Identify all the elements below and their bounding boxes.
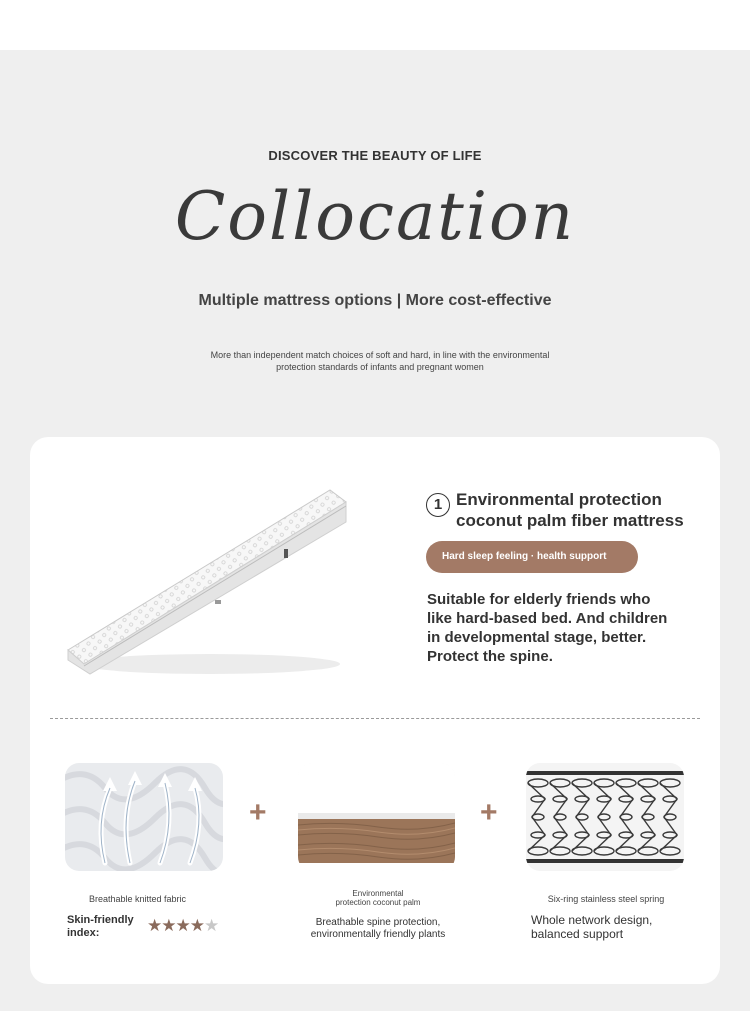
product-feature-tag: Hard sleep feeling · health support bbox=[426, 541, 638, 573]
section-description bbox=[175, 349, 585, 373]
section-subtitle: Multiple mattress options | More cost-effective bbox=[198, 292, 552, 309]
description-line: protection standards of infants and pregnant women bbox=[276, 362, 484, 372]
plus-icon: + bbox=[249, 796, 267, 829]
feature-subtext bbox=[298, 917, 458, 941]
feature-label bbox=[298, 889, 458, 907]
rating-stars bbox=[147, 916, 218, 936]
mattress-image bbox=[60, 482, 360, 682]
plus-icon: + bbox=[480, 796, 498, 829]
product-description: Suitable for elderly friends who like hard-based bed. And children in developmental stage, better. Protect the spine. bbox=[427, 591, 668, 665]
feature-subtext-line: balanced support bbox=[531, 927, 624, 941]
steel-spring-image bbox=[526, 763, 684, 871]
feature-label-line: protection coconut palm bbox=[335, 898, 421, 907]
feature-label: Six-ring stainless steel spring bbox=[547, 894, 665, 904]
eyebrow-heading: DISCOVER THE BEAUTY OF LIFE bbox=[268, 148, 482, 163]
feature-subtext-line: Breathable spine protection, bbox=[315, 917, 441, 928]
star-icon: ★ bbox=[189, 916, 204, 935]
feature-subtext bbox=[531, 913, 691, 941]
product-title-line: coconut palm fiber mattress bbox=[456, 511, 684, 530]
feature-label-line: Environmental bbox=[352, 889, 404, 898]
star-icon: ★ bbox=[161, 916, 176, 935]
product-number-badge: 1 bbox=[426, 493, 450, 517]
star-empty-icon: ★ bbox=[204, 916, 219, 935]
coconut-palm-image bbox=[298, 763, 455, 871]
feature-subtext-line: Whole network design, bbox=[531, 913, 653, 927]
star-icon: ★ bbox=[147, 916, 162, 935]
feature-subtext-line: environmentally friendly plants bbox=[310, 929, 446, 940]
description-line: More than independent match choices of soft and hard, in line with the environmental bbox=[210, 350, 550, 360]
feature-rating-label: Skin-friendly index: bbox=[67, 914, 134, 939]
knitted-fabric-image bbox=[65, 763, 223, 871]
dashed-divider bbox=[50, 718, 700, 719]
script-title: Collocation bbox=[174, 178, 576, 255]
product-title bbox=[456, 489, 716, 531]
product-title-line: Environmental protection bbox=[456, 490, 662, 509]
star-icon: ★ bbox=[175, 916, 190, 935]
feature-label: Breathable knitted fabric bbox=[88, 894, 187, 904]
